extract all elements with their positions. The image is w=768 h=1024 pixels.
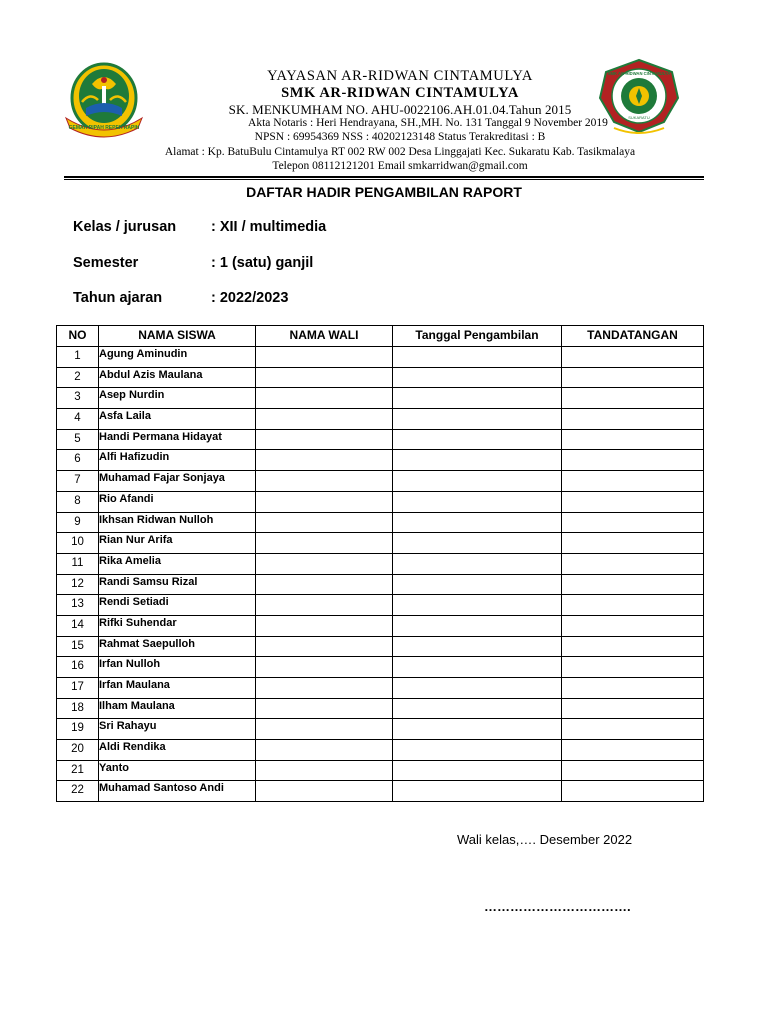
pickup-date-cell[interactable] xyxy=(393,760,562,781)
table-row xyxy=(57,781,704,802)
attendance-table xyxy=(56,325,704,802)
info-label: Semester xyxy=(73,255,139,271)
row-number: 20 xyxy=(57,740,99,761)
header-guardian-name: NAMA WALI xyxy=(256,326,393,347)
student-name: Alfi Hafizudin xyxy=(99,450,256,471)
table-row xyxy=(57,760,704,781)
signature-cell[interactable] xyxy=(562,636,704,657)
pickup-date-cell[interactable] xyxy=(393,678,562,699)
guardian-name-cell[interactable] xyxy=(256,657,393,678)
signature-cell[interactable] xyxy=(562,491,704,512)
pickup-date-cell[interactable] xyxy=(393,491,562,512)
pickup-date-cell[interactable] xyxy=(393,388,562,409)
row-number: 5 xyxy=(57,429,99,450)
guardian-name-cell[interactable] xyxy=(256,574,393,595)
school-name: SMK AR-RIDWAN CINTAMULYA xyxy=(281,85,519,101)
guardian-name-cell[interactable] xyxy=(256,615,393,636)
student-name: Irfan Nulloh xyxy=(99,657,256,678)
table-row xyxy=(57,409,704,430)
table-row xyxy=(57,429,704,450)
table-row xyxy=(57,574,704,595)
row-number: 22 xyxy=(57,781,99,802)
table-row xyxy=(57,740,704,761)
table-row xyxy=(57,388,704,409)
pickup-date-cell[interactable] xyxy=(393,429,562,450)
row-number: 1 xyxy=(57,347,99,368)
pickup-date-cell[interactable] xyxy=(393,409,562,430)
document-title: DAFTAR HADIR PENGAMBILAN RAPORT xyxy=(246,184,522,200)
signature-cell[interactable] xyxy=(562,347,704,368)
guardian-name-cell[interactable] xyxy=(256,347,393,368)
signature-cell[interactable] xyxy=(562,698,704,719)
guardian-name-cell[interactable] xyxy=(256,553,393,574)
pickup-date-cell[interactable] xyxy=(393,533,562,554)
signature-cell[interactable] xyxy=(562,657,704,678)
row-number: 11 xyxy=(57,553,99,574)
svg-text:GEMAH RIPAH REPEH RAPIH: GEMAH RIPAH REPEH RAPIH xyxy=(68,125,140,131)
info-value: : XII / multimedia xyxy=(211,219,327,235)
table-row xyxy=(57,615,704,636)
header-pickup-date: Tanggal Pengambilan xyxy=(393,326,562,347)
signature-cell[interactable] xyxy=(562,719,704,740)
row-number: 2 xyxy=(57,367,99,388)
signature-cell[interactable] xyxy=(562,471,704,492)
guardian-name-cell[interactable] xyxy=(256,595,393,616)
student-name: Rahmat Saepulloh xyxy=(99,636,256,657)
table-row xyxy=(57,636,704,657)
row-number: 18 xyxy=(57,698,99,719)
signature-cell[interactable] xyxy=(562,512,704,533)
student-name: Muhamad Fajar Sonjaya xyxy=(99,471,256,492)
guardian-name-cell[interactable] xyxy=(256,781,393,802)
guardian-name-cell[interactable] xyxy=(256,388,393,409)
row-number: 14 xyxy=(57,615,99,636)
pickup-date-cell[interactable] xyxy=(393,347,562,368)
signature-cell[interactable] xyxy=(562,450,704,471)
student-name: Ilham Maulana xyxy=(99,698,256,719)
student-name: Yanto xyxy=(99,760,256,781)
pickup-date-cell[interactable] xyxy=(393,719,562,740)
student-name: Muhamad Santoso Andi xyxy=(99,781,256,802)
row-number: 13 xyxy=(57,595,99,616)
guardian-name-cell[interactable] xyxy=(256,429,393,450)
signature-cell[interactable] xyxy=(562,429,704,450)
address: Alamat : Kp. BatuBulu Cintamulya RT 002 RW 002 Desa Linggajati Kec. Sukaratu Kab. Tasikmalaya xyxy=(164,146,636,158)
guardian-name-cell[interactable] xyxy=(256,740,393,761)
header-student-name: NAMA SISWA xyxy=(99,326,256,347)
table-row xyxy=(57,347,704,368)
student-name: Agung Aminudin xyxy=(99,347,256,368)
homeroom-teacher-date: Wali kelas,…. Desember 2022 xyxy=(457,832,633,847)
signature-cell[interactable] xyxy=(562,740,704,761)
info-value: : 1 (satu) ganjil xyxy=(211,255,314,271)
guardian-name-cell[interactable] xyxy=(256,636,393,657)
signature-cell[interactable] xyxy=(562,678,704,699)
student-name: Rian Nur Arifa xyxy=(99,533,256,554)
contact-info: Telepon 08112121201 Email smkarridwan@gmail.com xyxy=(272,160,528,172)
table-row xyxy=(57,719,704,740)
pickup-date-cell[interactable] xyxy=(393,636,562,657)
signature-cell[interactable] xyxy=(562,574,704,595)
pickup-date-cell[interactable] xyxy=(393,367,562,388)
signature-cell[interactable] xyxy=(562,595,704,616)
pickup-date-cell[interactable] xyxy=(393,698,562,719)
pickup-date-cell[interactable] xyxy=(393,615,562,636)
table-row xyxy=(57,657,704,678)
guardian-name-cell[interactable] xyxy=(256,719,393,740)
info-label: Kelas / jurusan xyxy=(73,219,177,235)
signature-line: ……………………………. xyxy=(484,899,631,914)
student-name: Rio Afandi xyxy=(99,491,256,512)
row-number: 8 xyxy=(57,491,99,512)
row-number: 9 xyxy=(57,512,99,533)
student-name: Sri Rahayu xyxy=(99,719,256,740)
pickup-date-cell[interactable] xyxy=(393,595,562,616)
row-number: 16 xyxy=(57,657,99,678)
table-row xyxy=(57,491,704,512)
signature-cell[interactable] xyxy=(562,388,704,409)
student-name: Asfa Laila xyxy=(99,409,256,430)
row-number: 10 xyxy=(57,533,99,554)
header-signature: TANDATANGAN xyxy=(562,326,704,347)
table-row xyxy=(57,698,704,719)
signature-cell[interactable] xyxy=(562,760,704,781)
pickup-date-cell[interactable] xyxy=(393,471,562,492)
sk-number: SK. MENKUMHAM NO. AHU-0022106.AH.01.04.Tahun 2015 xyxy=(228,102,572,117)
info-value: : 2022/2023 xyxy=(211,290,289,306)
student-name: Rika Amelia xyxy=(99,553,256,574)
row-number: 21 xyxy=(57,760,99,781)
student-name: Handi Permana Hidayat xyxy=(99,429,256,450)
pickup-date-cell[interactable] xyxy=(393,657,562,678)
row-number: 4 xyxy=(57,409,99,430)
pickup-date-cell[interactable] xyxy=(393,740,562,761)
student-name: Ikhsan Ridwan Nulloh xyxy=(99,512,256,533)
student-name: Rifki Suhendar xyxy=(99,615,256,636)
row-number: 6 xyxy=(57,450,99,471)
guardian-name-cell[interactable] xyxy=(256,409,393,430)
guardian-name-cell[interactable] xyxy=(256,450,393,471)
pickup-date-cell[interactable] xyxy=(393,574,562,595)
table-row xyxy=(57,595,704,616)
row-number: 17 xyxy=(57,678,99,699)
guardian-name-cell[interactable] xyxy=(256,678,393,699)
row-number: 3 xyxy=(57,388,99,409)
row-number: 19 xyxy=(57,719,99,740)
guardian-name-cell[interactable] xyxy=(256,512,393,533)
pickup-date-cell[interactable] xyxy=(393,553,562,574)
guardian-name-cell[interactable] xyxy=(256,491,393,512)
yayasan-name: YAYASAN AR-RIDWAN CINTAMULYA xyxy=(267,68,533,84)
guardian-name-cell[interactable] xyxy=(256,367,393,388)
signature-cell[interactable] xyxy=(562,367,704,388)
akta-notaris: Akta Notaris : Heri Hendrayana, SH.,MH. No. 131 Tanggal 9 November 2019 xyxy=(248,117,608,129)
table-row xyxy=(57,553,704,574)
guardian-name-cell[interactable] xyxy=(256,760,393,781)
student-name: Rendi Setiadi xyxy=(99,595,256,616)
svg-text:SUKARATU: SUKARATU xyxy=(628,115,650,120)
header-divider xyxy=(64,176,704,178)
guardian-name-cell[interactable] xyxy=(256,533,393,554)
header-divider-thin xyxy=(64,179,704,180)
signature-cell[interactable] xyxy=(562,553,704,574)
guardian-name-cell[interactable] xyxy=(256,698,393,719)
signature-cell[interactable] xyxy=(562,781,704,802)
table-row xyxy=(57,471,704,492)
table-header-row xyxy=(57,326,704,347)
table-row xyxy=(57,512,704,533)
student-name: Randi Samsu Rizal xyxy=(99,574,256,595)
student-name: Asep Nurdin xyxy=(99,388,256,409)
npsn-info: NPSN : 69954369 NSS : 40202123148 Status Terakreditasi : B xyxy=(254,131,546,143)
table-row xyxy=(57,450,704,471)
pickup-date-cell[interactable] xyxy=(393,512,562,533)
signature-cell[interactable] xyxy=(562,409,704,430)
table-row xyxy=(57,367,704,388)
row-number: 15 xyxy=(57,636,99,657)
student-name: Aldi Rendika xyxy=(99,740,256,761)
header-no: NO xyxy=(57,326,99,347)
pickup-date-cell[interactable] xyxy=(393,781,562,802)
table-row xyxy=(57,533,704,554)
info-label: Tahun ajaran xyxy=(73,290,163,306)
row-number: 12 xyxy=(57,574,99,595)
signature-cell[interactable] xyxy=(562,615,704,636)
student-name: Abdul Azis Maulana xyxy=(99,367,256,388)
table-row xyxy=(57,678,704,699)
svg-text:SMK AR-RIDWAN CINTAMULYA: SMK AR-RIDWAN CINTAMULYA xyxy=(607,71,671,76)
guardian-name-cell[interactable] xyxy=(256,471,393,492)
pickup-date-cell[interactable] xyxy=(393,450,562,471)
student-name: Irfan Maulana xyxy=(99,678,256,699)
signature-cell[interactable] xyxy=(562,533,704,554)
row-number: 7 xyxy=(57,471,99,492)
